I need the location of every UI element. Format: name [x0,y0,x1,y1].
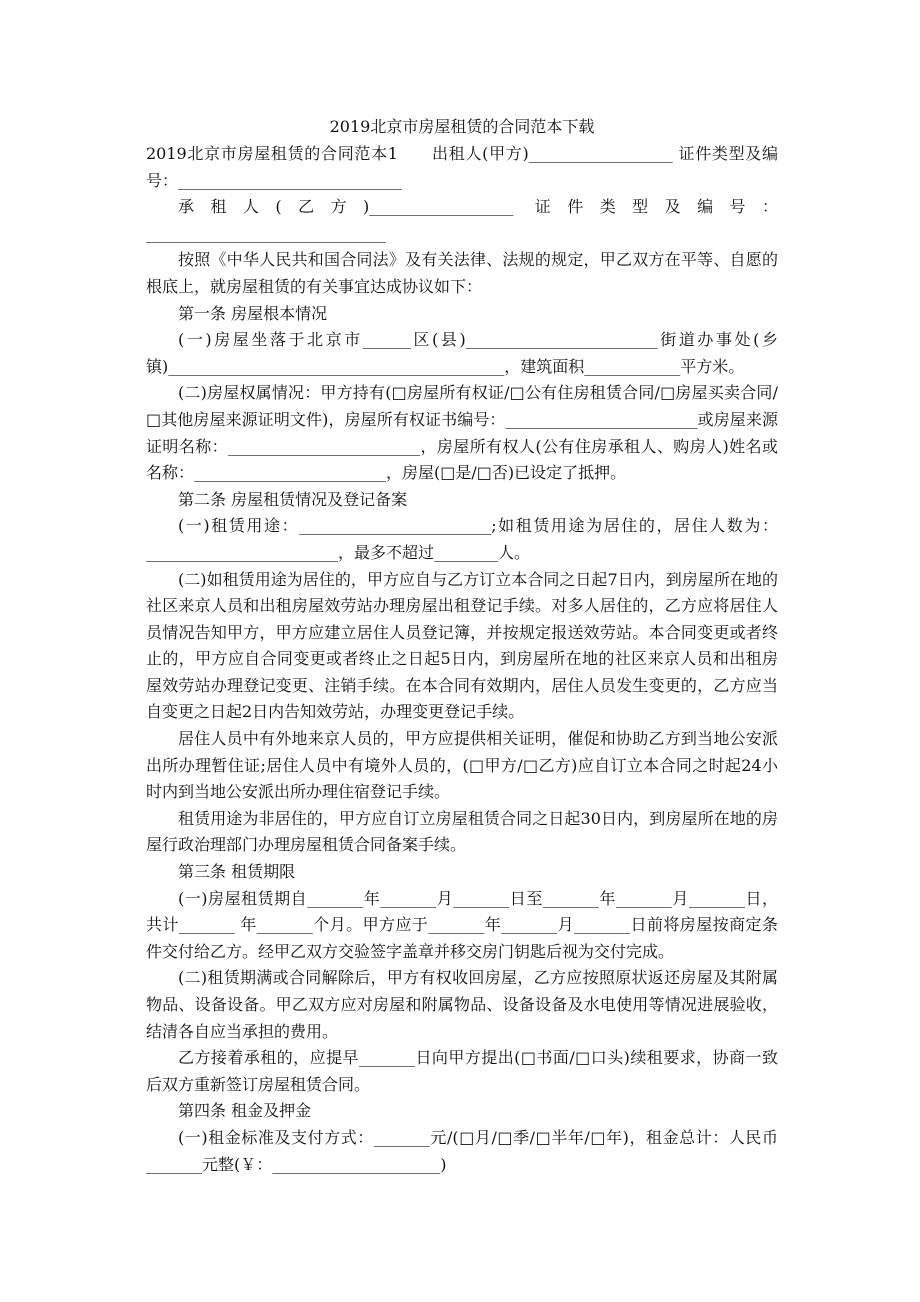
article-4-heading: 第四条 租金及押金 [178,1101,312,1121]
article-3-heading: 第三条 租赁期限 [178,862,296,882]
paragraph-renewal: 乙方接着承租的，应提早_______日向甲方提出(□书面/□口头)续租要求，协商一致后双方重新签订房屋租赁合同。 [146,1048,778,1094]
paragraph-property-location: (一)房屋坐落于北京市______区(县)________________________街道办事处(乡镇)__________________________________________，建筑面积____________平方米。 [146,330,778,376]
paragraph-registration: (二)如租赁用途为居住的，甲方应自与乙方订立本合同之日起7日内，到房屋所在地的社区来京人员和出租房屋效劳站办理房屋出租登记手续。对多人居住的，乙方应将居住人员情况告知甲方，甲方应建立居住人员登记簿，并按规定报送效劳站。本合同变更或者终止的，甲方应自合同变更或者终止之日起5日内，到房屋所在地的社区来京人员和出租房屋效劳站办理登记变更、注销手续。在本合同有效期内，居住人员发生变更的，乙方应当自变更之日起2日内告知效劳站，办理变更登记手续。 [146,569,778,722]
paragraph-property-ownership: (二)房屋权属情况：甲方持有(□房屋所有权证/□公有住房租赁合同/□房屋买卖合同/□其他房屋来源证明文件)，房屋所有权证书编号：________________________或房屋来源证明名称：________________________，房屋所有权人(公有住房承租人、购房人)姓名或名称：________________________，房屋(□是/□否)已设定了抵押。 [146,383,778,483]
paragraph-lease-term: (一)房屋租赁期自_______年_______月_______日至_______年_______月_______日，共计_______ 年_______个月。甲方应于_______年_______月_______日前将房屋按商定条件交付给乙方。经甲乙双方交验签字盖章并移交房门钥匙后视为交付完成。 [146,888,778,961]
paragraph-lessor-info: 2019北京市房屋租赁的合同范本1 出租人(甲方)__________________ 证件类型及编号：____________________________ [146,144,778,190]
paragraph-preamble: 按照《中华人民共和国合同法》及有关法律、法规的规定，甲乙双方在平等、自愿的根底上，就房屋租赁的有关事宜达成协议如下： [146,250,778,296]
paragraph-rent-payment: (一)租金标准及支付方式：_______元/(□月/□季/□半年/□年)，租金总计：人民币_______元整(￥：_____________________) [146,1127,778,1174]
paragraph-residents: 居住人员中有外地来京人员的，甲方应提供相关证明，催促和协助乙方到当地公安派出所办理暂住证;居住人员中有境外人员的，(□甲方/□乙方)应自订立本合同之时起24小时内到当地公安派出所办理住宿登记手续。 [146,729,778,802]
paragraph-lease-expiry: (二)租赁期满或合同解除后，甲方有权收回房屋，乙方应按照原状返还房屋及其附属物品、设备设备。甲乙双方应对房屋和附属物品、设备设备及水电使用等情况进展验收，结清各自应当承担的费用。 [146,968,778,1041]
document-title: 2019北京市房屋租赁的合同范本下载 [329,117,595,136]
contract-document [146,113,778,1178]
paragraph-non-residential: 租赁用途为非居住的，甲方应自订立房屋租赁合同之日起30日内，到房屋所在地的房屋行政治理部门办理房屋租赁合同备案手续。 [146,808,778,855]
article-1-heading: 第一条 房屋根本情况 [178,303,328,323]
paragraph-lessee-info: 承租人(乙方)__________________ 证件类型及编号：______________________________ [146,197,778,243]
paragraph-rental-use: (一)租赁用途：________________________;如租赁用途为居住的，居住人数为：________________________，最多不超过________人。 [146,516,778,562]
article-2-heading: 第二条 房屋租赁情况及登记备案 [178,489,408,509]
